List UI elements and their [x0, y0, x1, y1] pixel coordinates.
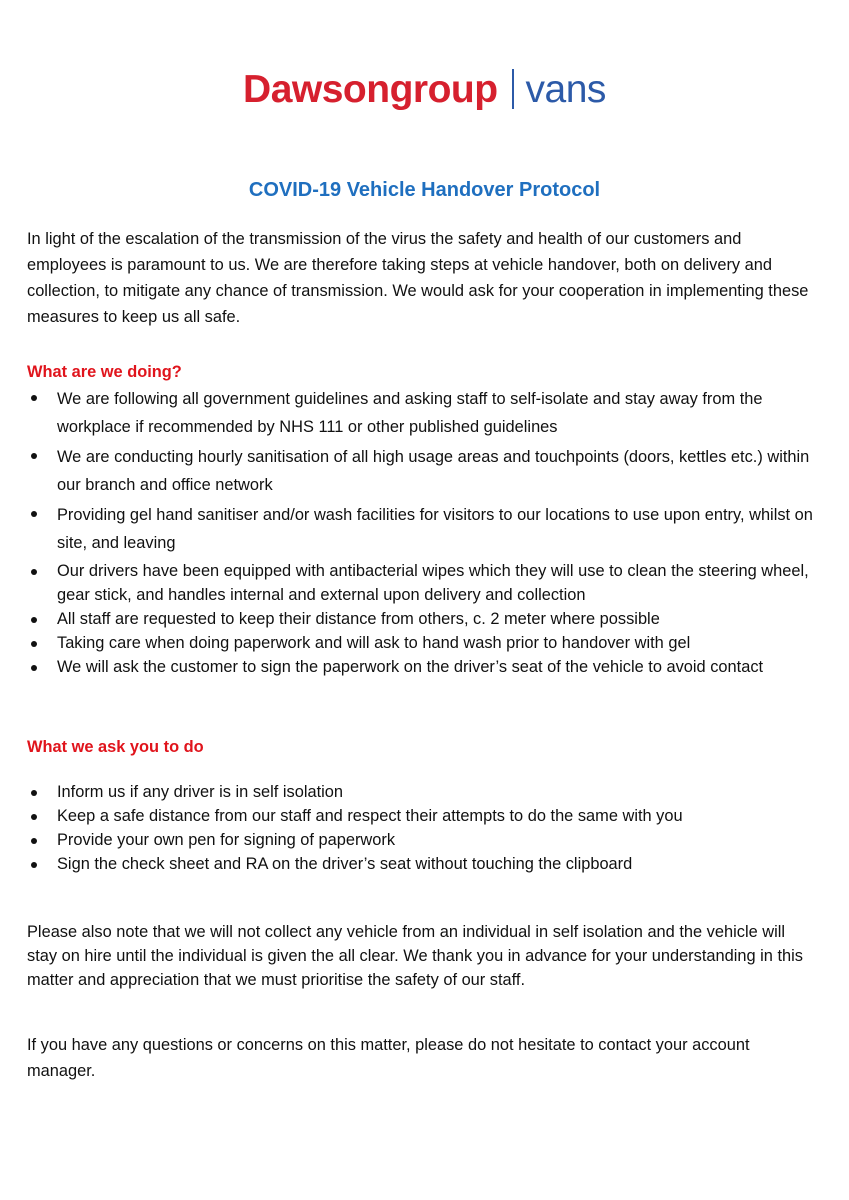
list-item: Sign the check sheet and RA on the driver’s seat without touching the clipboard: [27, 852, 817, 876]
list-item: Provide your own pen for signing of paperwork: [27, 828, 817, 852]
intro-paragraph: In light of the escalation of the transmission of the virus the safety and health of our customers and employees is paramount to us. We are therefore taking steps at vehicle handover, both on delivery and collection, to mitigate any chance of transmission. We would ask for your cooperation in implementing these measures to keep us all safe.: [27, 230, 809, 326]
list-item: Taking care when doing paperwork and will ask to hand wash prior to handover with gel: [27, 631, 817, 655]
list-item: We will ask the customer to sign the paperwork on the driver’s seat of the vehicle to avoid contact: [27, 655, 817, 679]
list-item: Our drivers have been equipped with antibacterial wipes which they will use to clean the steering wheel, gear stick, and handles internal and external upon delivery and collection: [27, 559, 817, 607]
logo-divider: [512, 69, 514, 109]
list-item: Inform us if any driver is in self isolation: [27, 780, 817, 804]
closing-paragraph: If you have any questions or concerns on this matter, please do not hesitate to contact your account manager.: [27, 1036, 750, 1080]
list-item: We are following all government guidelines and asking staff to self-isolate and stay away from the workplace if recommended by NHS 111 or other published guidelines: [27, 385, 817, 441]
list-item: Keep a safe distance from our staff and respect their attempts to do the same with you: [27, 804, 817, 828]
logo-wordmark-dawson: Dawson: [243, 68, 390, 111]
company-logo: [0, 66, 849, 114]
list-item: All staff are requested to keep their distance from others, c. 2 meter where possible: [27, 607, 817, 631]
doing-list: [27, 385, 817, 679]
logo-wordmark-vans: vans: [525, 68, 606, 111]
logo-wordmark-group: group: [389, 68, 498, 111]
section-heading-what-we-ask: What we ask you to do: [27, 738, 204, 756]
section-heading-what-we-are-doing: What are we doing?: [27, 363, 182, 381]
list-item: We are conducting hourly sanitisation of all high usage areas and touchpoints (doors, kettles etc.) within our branch and office network: [27, 443, 817, 499]
ask-list: [27, 780, 817, 876]
list-item: Providing gel hand sanitiser and/or wash facilities for visitors to our locations to use upon entry, whilst on site, and leaving: [27, 501, 817, 557]
note-paragraph: Please also note that we will not collect any vehicle from an individual in self isolation and the vehicle will stay on hire until the individual is given the all clear. We thank you in advance for your understanding in this matter and appreciation that we must prioritise the safety of our staff.: [27, 923, 803, 989]
document-title: COVID-19 Vehicle Handover Protocol: [248, 179, 601, 201]
